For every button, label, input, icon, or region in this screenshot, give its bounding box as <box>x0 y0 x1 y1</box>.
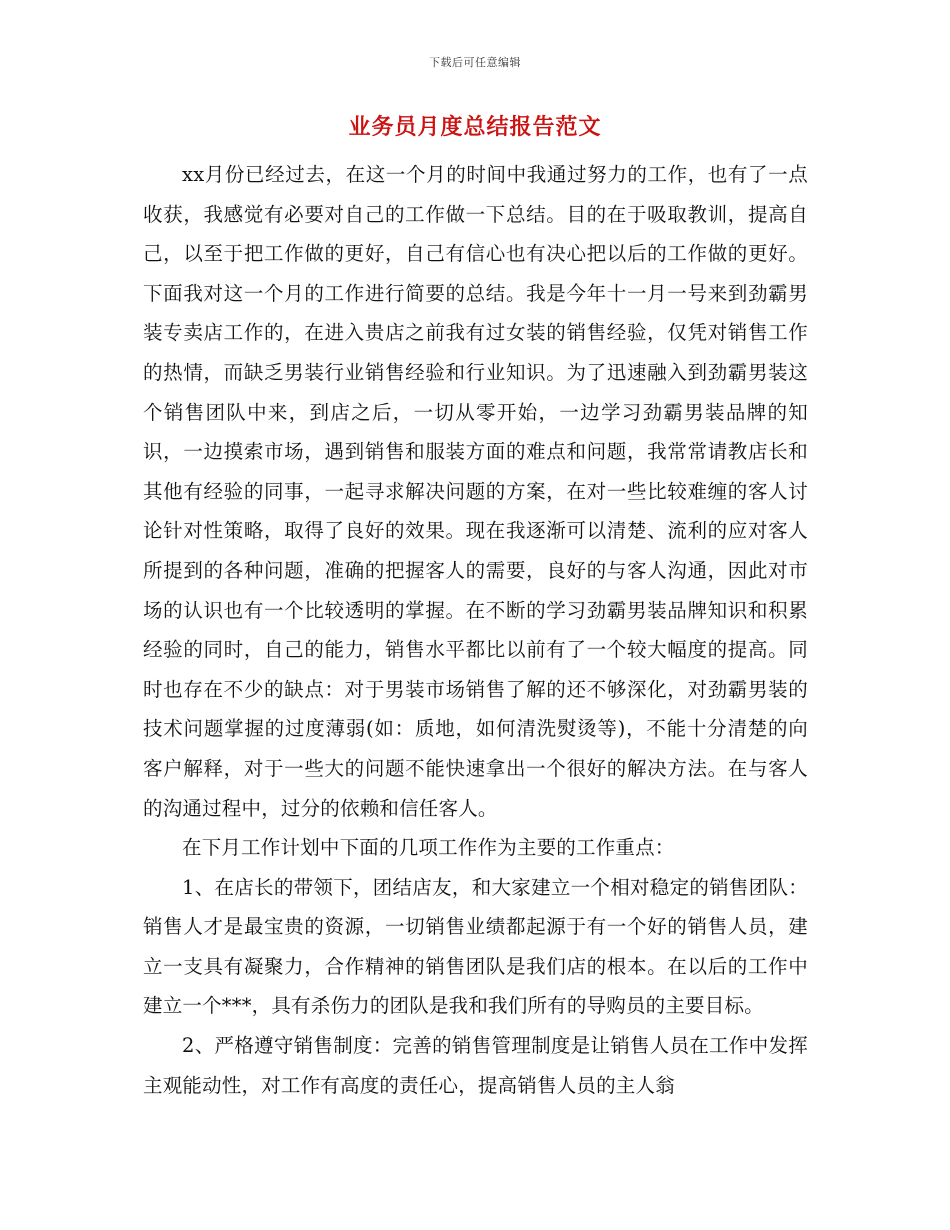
paragraph-2: 在下月工作计划中下面的几项工作作为主要的工作重点： <box>182 836 675 860</box>
paragraph-4: 2、严格遵守销售制度：完善的销售管理制度是让销售人员在工作中发挥主观能动性，对工作有高度的责任心，提高销售人员的主人翁 <box>143 1034 808 1097</box>
paragraph-1: xx月份已经过去，在这一个月的时间中我通过努力的工作，也有了一点收获，我感觉有必要对自己的工作做一下总结。目的在于吸取教训，提高自己，以至于把工作做的更好，自己有信心也有决心把以后的工作做的更好。下面我对这一个月的工作进行简要的总结。我是今年十一月一号来到劲霸男装专卖店工作的，在进入贵店之前我有过女装的销售经验，仅凭对销售工作的热情，而缺乏男装行业销售经验和行业知识。为了迅速融入到劲霸男装这个销售团队中来，到店之后，一切从零开始，一边学习劲霸男装品牌的知识，一边摸索市场，遇到销售和服装方面的难点和问题，我常常请教店长和其他有经验的同事，一起寻求解决问题的方案，在对一些比较难缠的客人讨论针对性策略，取得了良好的效果。现在我逐渐可以清楚、流利的应对客人所提到的各种问题，准确的把握客人的需要，良好的与客人沟通，因此对市场的认识也有一个比较透明的掌握。在不断的学习劲霸男装品牌知识和积累经验的同时，自己的能力，销售水平都比以前有了一个较大幅度的提高。同时也存在不少的缺点：对于男装市场销售了解的还不够深化，对劲霸男装的技术问题掌握的过度薄弱(如：质地，如何清洗熨烫等)，不能十分清楚的向客户解释，对于一些大的问题不能快速拿出一个很好的解决方法。在与客人的沟通过程中，过分的依赖和信任客人。 <box>143 163 808 820</box>
document-body <box>143 155 808 1105</box>
document-title: 业务员月度总结报告范文 <box>348 114 602 140</box>
header-note: 下载后可任意编辑 <box>429 56 521 69</box>
paragraph-3: 1、在店长的带领下，团结店友，和大家建立一个相对稳定的销售团队：销售人才是最宝贵的资源，一切销售业绩都起源于有一个好的销售人员，建立一支具有凝聚力，合作精神的销售团队是我们店的根本。在以后的工作中建立一个***，具有杀伤力的团队是我和我们所有的导购员的主要目标。 <box>143 875 808 1018</box>
